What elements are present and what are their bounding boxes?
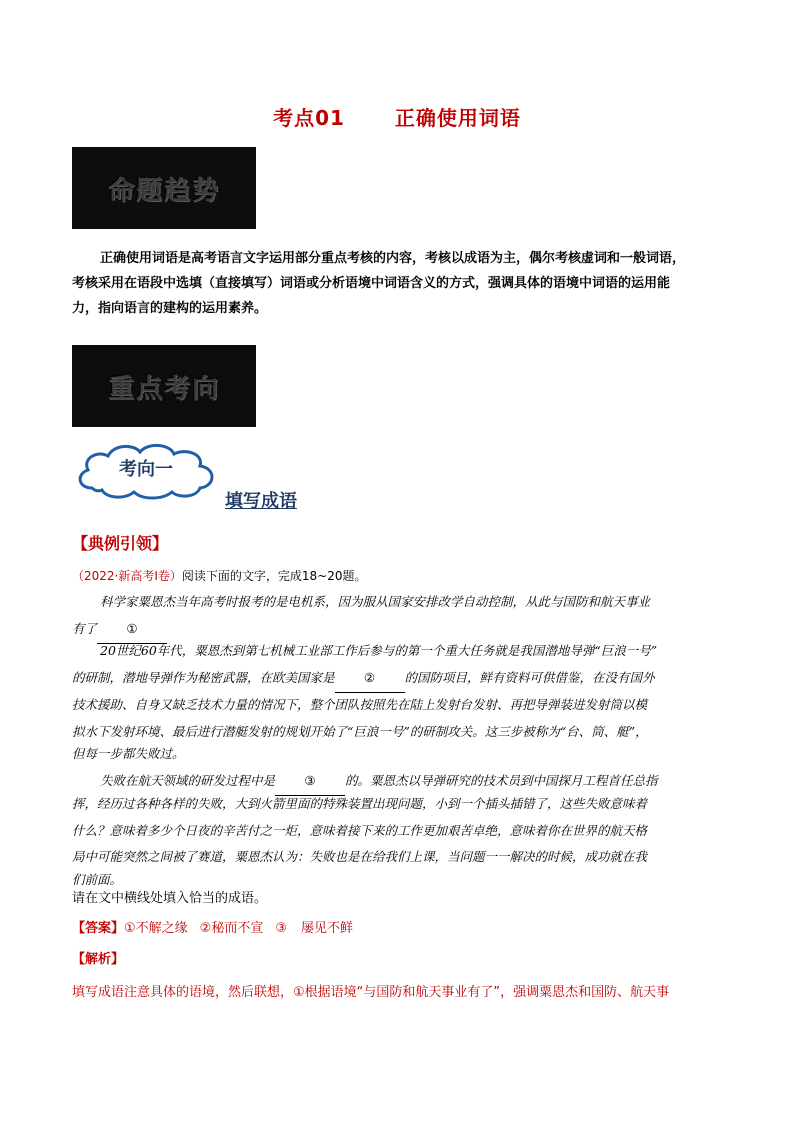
analysis-line: 填写成语注意具体的语境，然后联想，①根据语境“与国防和航天事业有了”，强调粟恩杰和国防、航天事 — [72, 985, 670, 1000]
title-main: 正确使用词语 — [394, 106, 521, 130]
answer-line — [72, 917, 353, 936]
source-tag: （2022·新高考Ⅰ卷） — [72, 569, 182, 583]
passage-line: 技术援助、自身又缺乏技术力量的情况下，整个团队按照先在陆上发射台发射、再把导弹装进发射筒以模 — [72, 697, 648, 712]
answer-3-marker: ③ — [275, 921, 287, 936]
passage-line: 科学家粟恩杰当年高考时报考的是电机系，因为服从国家安排改学自动控制，从此与国防和航天事业 — [100, 594, 651, 609]
direction-subtitle: 填写成语 — [225, 491, 297, 512]
intro-line-3: 力，指向语言的建构的运用素养。 — [72, 301, 268, 316]
blank-1: ① — [97, 615, 167, 644]
answer-label: 【答案】 — [72, 921, 125, 936]
blank-3: ③ — [275, 767, 345, 796]
answer-1: ①不解之缘 — [124, 921, 188, 936]
passage-line: 有了 ① — [72, 615, 167, 644]
passage-line: 20世纪60年代，粟恩杰到第七机械工业部工作后参与的第一个重大任务就是我国潜地导弹“巨浪一号” — [100, 643, 658, 658]
source-text: 阅读下面的文字，完成18~20题。 — [181, 569, 367, 583]
trend-banner — [72, 147, 256, 229]
passage-line: 什么？意味着多少个日夜的辛苦付之一炬，意味着接下来的工作更加艰苦卓绝，意味着你在世界的航天格 — [72, 823, 648, 838]
passage-line: 局中可能突然之间被了赛道，粟恩杰认为：失败也是在给我们上课，当问题一一解决的时候，成功就在我 — [72, 849, 648, 864]
intro-line-1: 正确使用词语是高考语言文字运用部分重点考核的内容，考核以成语为主，偶尔考核虚词和一般词语， — [100, 251, 686, 266]
passage-line: 们前面。 — [72, 872, 123, 887]
trend-banner-text: 命题趋势 — [107, 175, 220, 206]
source-line — [72, 566, 367, 586]
page-title — [0, 102, 794, 131]
passage-line: 失败在航天领域的研发过程中是 ③ 的。粟恩杰以导弹研究的技术员到中国探月工程首任总指 — [100, 767, 658, 796]
passage-line: 拟水下发射环境、最后进行潜艇发射的规划开始了“巨浪一号”的研制攻关。这三步被称为“台、筒、艇”， — [72, 724, 648, 739]
question-text: 请在文中横线处填入恰当的成语。 — [72, 891, 268, 906]
title-prefix: 考点01 — [273, 106, 345, 130]
analysis-label: 【解析】 — [72, 952, 125, 967]
answer-2: ②秘而不宣 — [199, 921, 264, 936]
blank-2: ② — [335, 664, 405, 693]
intro-line-2: 考核采用在语段中选填（直接填写）词语或分析语境中词语含义的方式，强调具体的语境中词语的运用能 — [72, 276, 671, 291]
direction-badge: 考向一 — [119, 459, 173, 480]
passage-line: 的研制，潜地导弹作为秘密武器，在欧美国家是 ② 的国防项目，鲜有资料可供借鉴，在没有国外 — [72, 664, 655, 693]
example-heading: 【典例引领】 — [72, 534, 169, 553]
focus-banner-text: 重点考向 — [107, 373, 220, 404]
focus-banner — [72, 345, 256, 427]
answer-3: 屡见不鲜 — [300, 921, 353, 936]
passage-line: 但每一步都失败过。 — [72, 746, 185, 761]
passage-line: 挥，经历过各种各样的失败，大到火箭里面的特殊装置出现问题，小到一个插头插错了，这些失败意味着 — [72, 796, 648, 811]
